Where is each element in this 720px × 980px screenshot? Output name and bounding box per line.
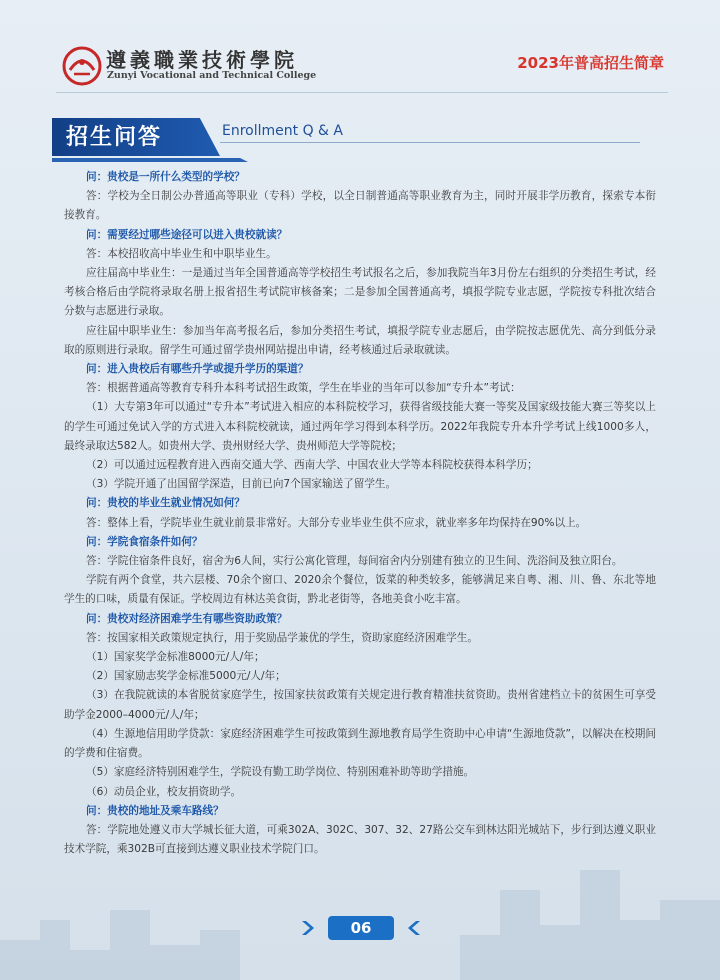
answer: （1）国家奖学金标准8000元/人/年；: [86, 651, 265, 664]
answer: （4）生源地信用助学贷款：家庭经济困难学生可按政策到生源地教育局学生资助中心申请“生源地贷款”，以解决在校期间的学费和住宿费。: [64, 727, 656, 760]
page-number: 06: [328, 916, 394, 940]
answer: 应往届中职毕业生：参加当年高考报名后，参加分类招生考试，填报学院专业志愿后，由学院按志愿优先、高分到低分录取的原则进行录取。留学生可通过留学贵州网站提出申请，经考核通过后录取就读。: [64, 324, 656, 356]
answer: （3）学院开通了出国留学深造，目前已向7个国家输送了留学生。: [86, 478, 397, 491]
college-name: 遵義職業技術學院: [106, 48, 298, 72]
chevron-left-icon: [402, 918, 422, 938]
answer: 答：本校招收高中毕业生和中职毕业生。: [86, 247, 277, 260]
answer: 应往届高中毕业生：一是通过当年全国普通高等学校招生考试报名之后，参加我院当年3月份左右组织的分类招生考试，经考核合格后由学院将录取名册上报省招生考试院审核备案；二是参加全国普通高考，填报学院专业志愿，学院按专科批次结合分数与志愿进行录取。: [64, 267, 656, 318]
answer: 答：根据普通高等教育专科升本科考试招生政策，学生在毕业的当年可以参加“专升本”考试：: [86, 382, 521, 395]
question: 问：贵校对经济困难学生有哪些资助政策？: [86, 612, 288, 625]
answer: 答：按国家相关政策规定执行，用于奖励品学兼优的学生，资助家庭经济困难学生。: [86, 631, 478, 644]
question: 问：进入贵校后有哪些升学或提升学历的渠道？: [86, 363, 309, 376]
answer: 答：学院地处遵义市大学城长征大道，可乘302A、302C、307、32、27路公交车到林达阳光城站下，步行到达遵义职业技术学院，乘302B可直接到达遵义职业技术学院门口。: [64, 823, 656, 856]
header-divider: [56, 92, 668, 93]
answer: （5）家庭经济特别困难学生，学院设有勤工助学岗位、特别困难补助等助学措施。: [86, 766, 475, 779]
question: 问：贵校是一所什么类型的学校？: [86, 171, 245, 183]
question: 问：需要经过哪些途径可以进入贵校就读？: [86, 228, 288, 241]
answer: （2）国家励志奖学金标准5000元/人/年；: [86, 670, 286, 683]
answer: （2）可以通过远程教育进入西南交通大学、西南大学、中国农业大学等本科院校获得本科学历；: [86, 459, 538, 472]
question: 问：贵校的毕业生就业情况如何？: [86, 497, 245, 510]
answer: （1）大专第3年可以通过“专升本”考试进入相应的本科院校学习，获得省级技能大赛一等奖及国家级技能大赛三等奖以上的学生可通过免试入学的方式进入本科院校就读，通过两年学习得到本科学历。2022年我院专升本升学考试上线1000多人，最终录取达582人。如贵州大学、贵州财经大学、贵州师范大学等院校；: [64, 401, 656, 452]
section-title: 招生问答: [66, 125, 163, 150]
answer: （3）在我院就读的本省脱贫家庭学生，按国家扶贫政策有关规定进行教育精准扶贫资助。贵州省建档立卡的贫困生可享受助学金2000–4000元/人/年；: [64, 689, 656, 721]
answer: 答：学校为全日制公办普通高等职业（专科）学校，以全日制普通高等职业教育为主，同时开展非学历教育，探索专本衔接教育。: [64, 190, 656, 222]
section-banner-stripe: [52, 158, 248, 162]
section-title-en: Enrollment Q & A: [222, 123, 343, 139]
section-rule: [220, 142, 640, 143]
answer: 答：学院住宿条件良好，宿舍为6人间，实行公寓化管理，每间宿舍内分别建有独立的卫生间、洗浴间及独立阳台。: [86, 555, 623, 568]
answer: （6）动员企业，校友捐资助学。: [86, 785, 242, 798]
answer: 答：整体上看，学院毕业生就业前景非常好。大部分专业毕业生供不应求，就业率多年均保持在90%以上。: [86, 516, 587, 529]
question: 问：学院食宿条件如何？: [86, 535, 203, 548]
question: 问：贵校的地址及乘车路线？: [86, 804, 224, 817]
chevron-right-icon: [300, 918, 320, 938]
qa-content: [64, 168, 656, 859]
college-name-en: Zunyi Vocational and Technical College: [107, 70, 317, 81]
brochure-title: 2023年普高招生简章: [517, 54, 664, 72]
answer: 学院有两个食堂，共六层楼、70余个窗口、2020余个餐位，饭菜的种类较多，能够满足来自粤、湘、川、鲁、东北等地学生的口味，质量有保证。学校周边有林达美食街，黔北老街等，各地美食小吃丰富。: [64, 574, 656, 606]
college-logo-icon: [62, 46, 102, 86]
skyline-decoration: [0, 830, 720, 980]
